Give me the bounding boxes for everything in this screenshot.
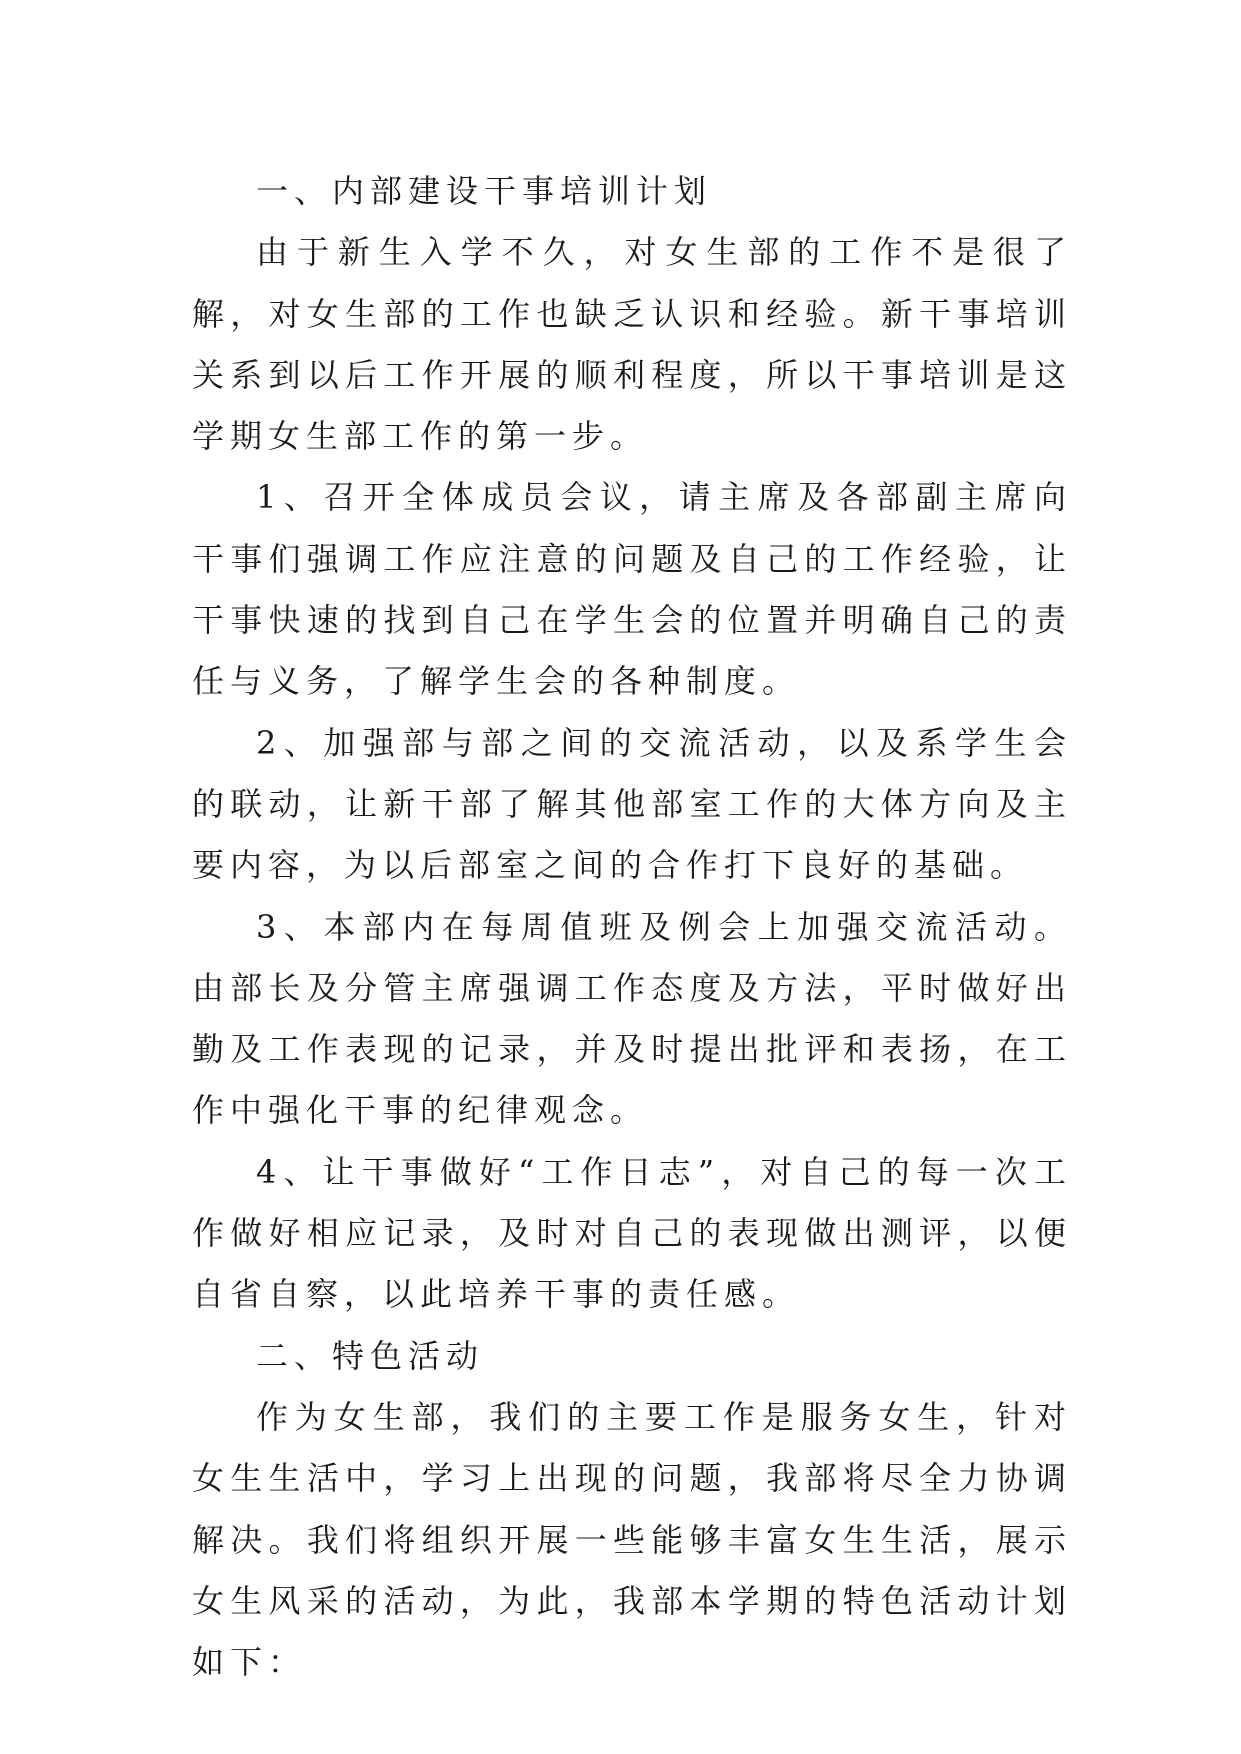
paragraph-item-1: 1、召开全体成员会议，请主席及各部副主席向干事们强调工作应注意的问题及自己的工作经验，让干事快速的找到自己在学生会的位置并明确自己的责任与义务，了解学生会的各种制度。 xyxy=(192,478,1072,701)
paragraph-special-activities: 作为女生部，我们的主要工作是服务女生，针对女生生活中，学习上出现的问题，我部将尽全力协调解决。我们将组织开展一些能够丰富女生生活，展示女生风采的活动，为此，我部本学期的特色活动计划如下： xyxy=(192,1397,1072,1682)
paragraph-intro: 由于新生入学不久，对女生部的工作不是很了解，对女生部的工作也缺乏认识和经验。新干事培训关系到以后工作开展的顺利程度，所以干事培训是这学期女生部工作的第一步。 xyxy=(192,233,1072,456)
document-body xyxy=(192,161,1072,1693)
section-heading-training-plan: 一、内部建设干事培训计划 xyxy=(256,172,713,210)
paragraph-item-3: 3、本部内在每周值班及例会上加强交流活动。由部长及分管主席强调工作态度及方法，平时做好出勤及工作表现的记录，并及时提出批评和表扬，在工作中强化干事的纪律观念。 xyxy=(192,907,1072,1130)
paragraph-item-2: 2、加强部与部之间的交流活动，以及系学生会的联动，让新干部了解其他部室工作的大体方向及主要内容，为以后部室之间的合作打下良好的基础。 xyxy=(192,723,1072,885)
section-heading-special-activities: 二、特色活动 xyxy=(256,1336,485,1375)
paragraph-item-4: 4、让干事做好“工作日志”，对自己的每一次工作做好相应记录，及时对自己的表现做出测评，以便自省自察，以此培养干事的责任感。 xyxy=(192,1152,1072,1314)
